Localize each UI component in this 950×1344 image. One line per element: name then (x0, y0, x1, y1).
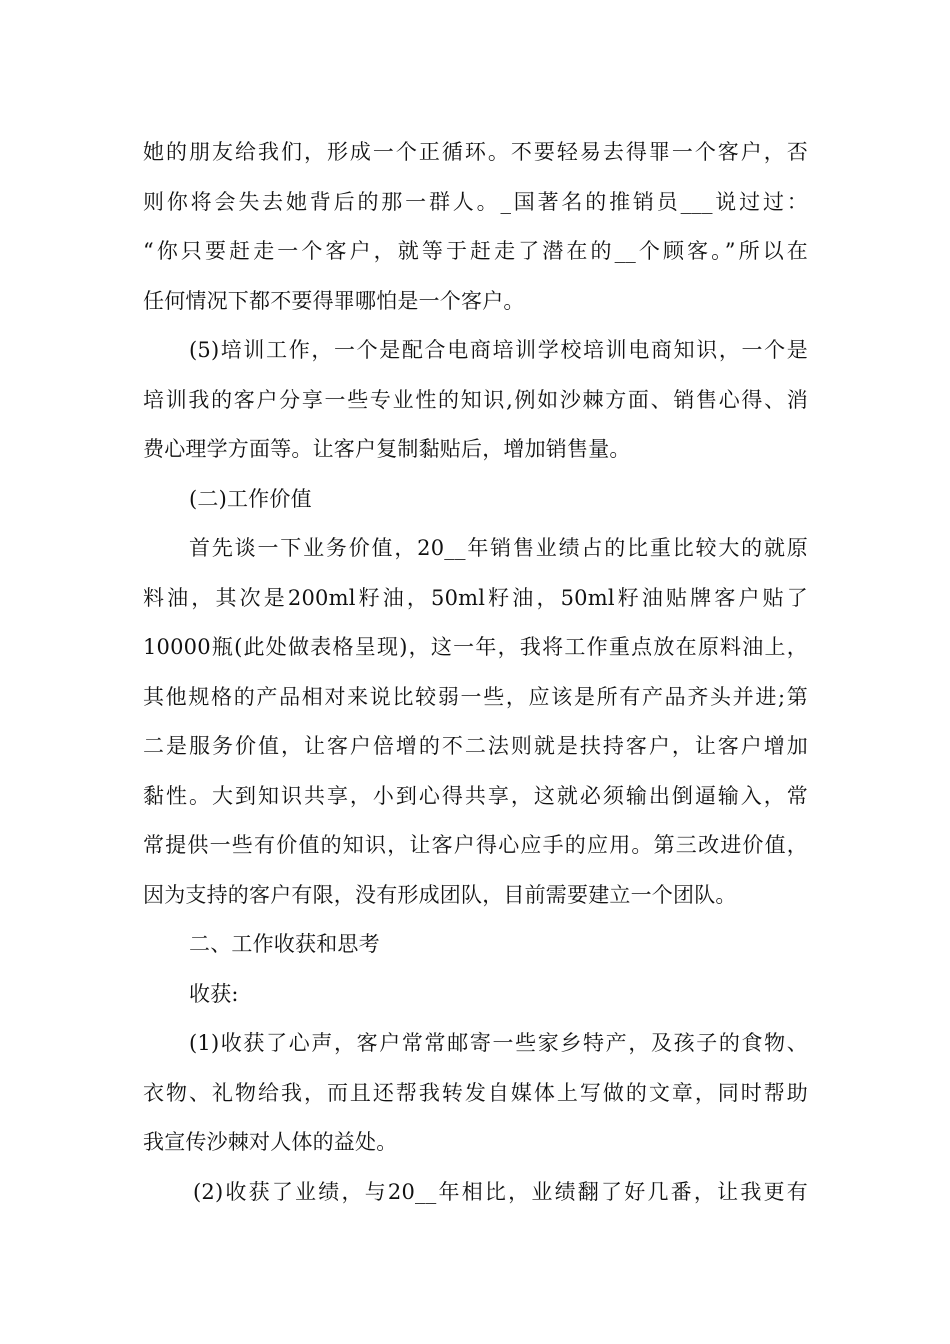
document-body (143, 128, 808, 1217)
paragraph-line: 培训我的客户分享一些专业性的知识,例如沙棘方面、销售心得、消 (143, 387, 808, 412)
paragraph-line: 常提供一些有价值的知识，让客户得心应手的应用。第三改进价值， (143, 833, 808, 857)
paragraph-line: 任何情况下都不要得罪哪怕是一个客户。 (143, 288, 525, 313)
paragraph-line: 因为支持的客户有限，没有形成团队，目前需要建立一个团队。 (143, 882, 737, 907)
paragraph-line: 则你将会失去她背后的那一群人。_国著名的推销员___说过过： (143, 189, 808, 214)
paragraph-line: 10000瓶(此处做表格呈现)，这一年，我将工作重点放在原料油上， (143, 635, 808, 659)
paragraph-line: 衣物、礼物给我，而且还帮我转发自媒体上写做的文章，同时帮助 (143, 1080, 808, 1105)
paragraph-line: 其他规格的产品相对来说比较弱一些，应该是所有产品齐头并进;第 (143, 684, 808, 709)
section-heading: (二)工作价值 (189, 486, 312, 511)
paragraph-line: (5)培训工作，一个是配合电商培训学校培训电商知识，一个是 (189, 338, 808, 362)
paragraph-line: (2)收获了业绩，与20__年相比，业绩翻了好几番，让我更有 (193, 1179, 808, 1204)
paragraph-line: 我宣传沙棘对人体的益处。 (143, 1130, 398, 1154)
paragraph-line: 料油，其次是200ml籽油，50ml籽油，50ml籽油贴牌客户贴了 (143, 585, 808, 610)
paragraph-line: 首先谈一下业务价值，20__年销售业绩占的比重比较大的就原 (189, 536, 808, 560)
paragraph-line: 她的朋友给我们，形成一个正循环。不要轻易去得罪一个客户，否 (143, 140, 808, 164)
paragraph-line: “你只要赶走一个客户，就等于赶走了潜在的__个顾客。”所以在 (143, 239, 808, 263)
subsection-heading: 收获: (189, 981, 239, 1006)
paragraph-line: 黏性。大到知识共享，小到心得共享，这就必须输出倒逼输入，常 (143, 783, 808, 808)
section-heading: 二、工作收获和思考 (189, 932, 380, 956)
paragraph-line: (1)收获了心声，客户常常邮寄一些家乡特产，及孩子的食物、 (189, 1031, 808, 1055)
paragraph-line: 二是服务价值，让客户倍增的不二法则就是扶持客户，让客户增加 (143, 734, 808, 758)
paragraph-line: 费心理学方面等。让客户复制黏贴后，增加销售量。 (143, 437, 631, 461)
